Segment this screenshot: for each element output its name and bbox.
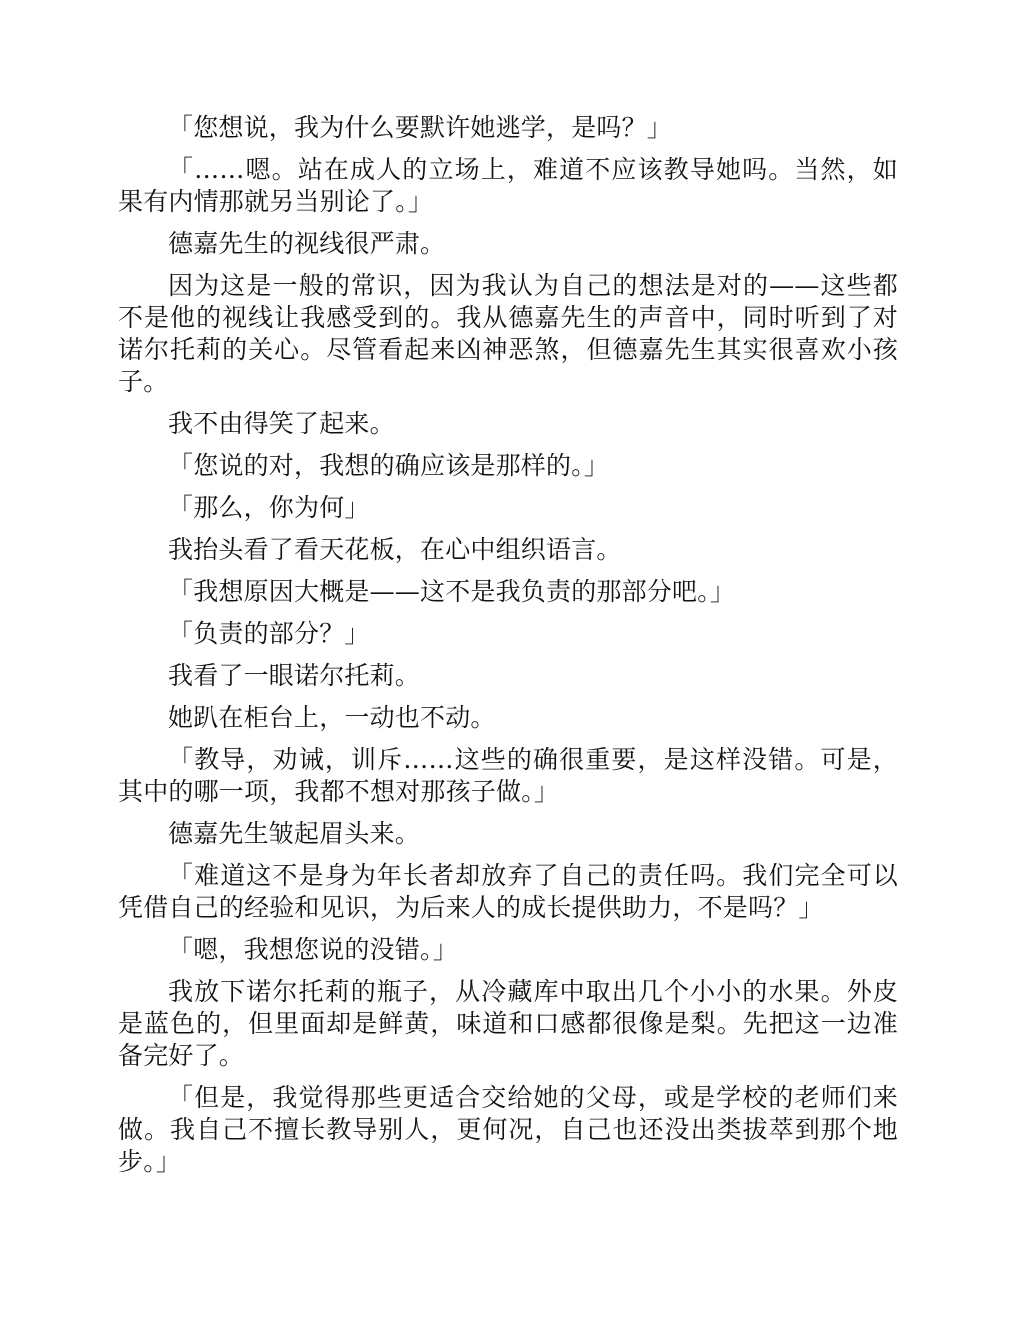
paragraph: 「难道这不是身为年长者却放弃了自己的责任吗。我们完全可以凭借自己的经验和见识，为后来人的成长提供助力，不是吗？」: [118, 861, 898, 922]
paragraph: 我抬头看了看天花板，在心中组织语言。: [168, 535, 622, 564]
paragraph: 我不由得笑了起来。: [168, 409, 395, 438]
paragraph: 「我想原因大概是——这不是我负责的那部分吧。」: [168, 577, 736, 606]
paragraph: 她趴在柜台上，一动也不动。: [168, 703, 496, 732]
paragraph: 「但是，我觉得那些更适合交给她的父母，或是学校的老师们来做。我自己不擅长教导别人，更何况，自己也还没出类拔萃到那个地步。」: [118, 1083, 898, 1176]
paragraph: 「负责的部分？」: [168, 619, 370, 648]
paragraph: 我看了一眼诺尔托莉。: [168, 661, 421, 690]
paragraph: 因为这是一般的常识，因为我认为自己的想法是对的——这些都不是他的视线让我感受到的。我从德嘉先生的声音中，同时听到了对诺尔托莉的关心。尽管看起来凶神恶煞，但德嘉先生其实很喜欢小孩子。: [118, 271, 898, 396]
paragraph: 「教导，劝诫，训斥……这些的确很重要，是这样没错。可是，其中的哪一项，我都不想对那孩子做。」: [118, 745, 898, 806]
paragraph: 「您说的对，我想的确应该是那样的。」: [168, 451, 610, 480]
paragraph: 「……嗯。站在成人的立场上，难道不应该教导她吗。当然，如果有内情那就另当别论了。」: [118, 155, 898, 216]
paragraph: 「那么，你为何」: [168, 493, 370, 522]
paragraph: 「您想说，我为什么要默许她逃学，是吗？」: [168, 113, 673, 142]
paragraph: 德嘉先生的视线很严肃。: [168, 229, 446, 258]
paragraph: 我放下诺尔托莉的瓶子，从冷藏库中取出几个小小的水果。外皮是蓝色的，但里面却是鲜黄，味道和口感都很像是梨。先把这一边准备完好了。: [118, 977, 898, 1070]
paragraph: 「嗯，我想您说的没错。」: [168, 935, 458, 964]
page-body: [118, 112, 898, 1188]
paragraph: 德嘉先生皱起眉头来。: [168, 819, 421, 848]
